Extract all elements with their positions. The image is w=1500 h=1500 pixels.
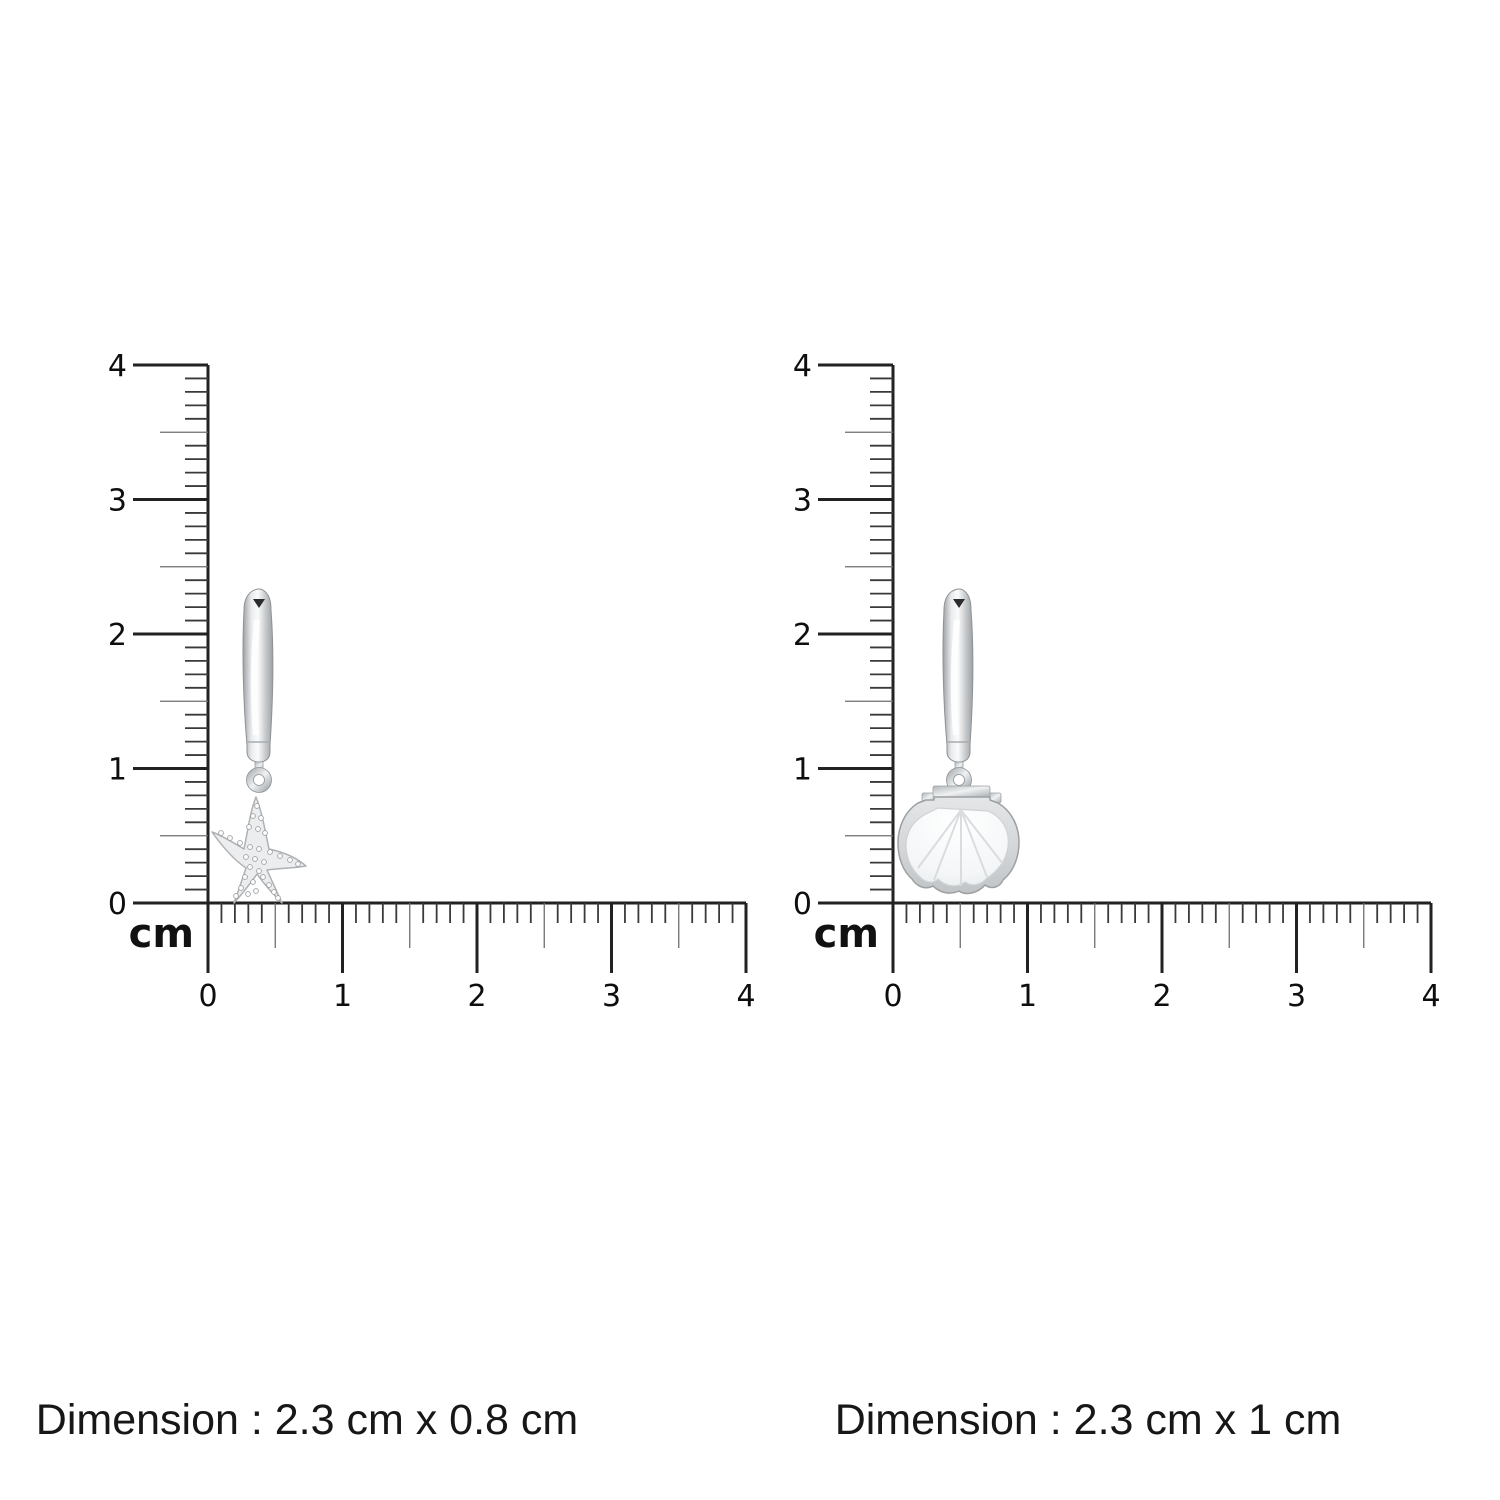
crystal-dot [255,804,260,809]
crystal-dot [263,831,268,836]
ruler-tick-label: 1 [1017,979,1038,1014]
crystal-dot [276,896,281,901]
ruler-tick-label: 0 [107,887,127,922]
ruler-tick-label: 4 [1421,979,1441,1014]
crystal-dot [251,814,256,819]
crystal-dot [267,883,272,888]
ruler-tick-label: 0 [883,979,903,1014]
crystal-dot [254,889,259,894]
crystal-dot [244,855,249,860]
ruler-tick-label: 3 [601,979,622,1014]
ruler-tick-label: 3 [792,483,812,519]
dimension-caption-starfish: Dimension : 2.3 cm x 0.8 cm [35,1396,579,1444]
hoop-earring-icon [243,589,273,793]
ruler-tick-label: 2 [467,979,487,1014]
crystal-dot [253,857,258,862]
crystal-dot [272,890,277,895]
crystal-dot [296,862,301,867]
shell-charm-icon [898,786,1019,893]
ruler-tick-label: 4 [107,349,127,384]
panel-shell [793,349,1441,1014]
ruler-tick-label: 3 [107,483,127,519]
crystal-dot [261,875,266,880]
crystal-dot [256,827,261,832]
ruler-tick-label: 2 [1152,979,1172,1014]
crystal-dot [238,841,243,846]
ruler-tick-label: 0 [198,979,218,1014]
ruler-tick-label: 2 [107,618,127,653]
ruler-tick-label: 4 [792,349,812,384]
ruler-tick-label: 1 [792,752,812,788]
crystal-dot [243,875,248,880]
crystal-dot [248,845,253,850]
crystal-dot [247,825,252,830]
ruler-tick-label: 1 [332,979,353,1014]
crystal-dot [234,894,239,899]
ruler-shell-panel [793,349,1441,1014]
crystal-dot [219,831,224,836]
crystal-dot [262,860,267,865]
crystal-dot [239,886,244,891]
dimension-caption-shell: Dimension : 2.3 cm x 1 cm [834,1396,1342,1444]
panel-starfish [108,349,756,1014]
crystal-dot [288,858,293,863]
ruler-tick-label: 4 [736,979,756,1014]
crystal-dot [228,836,233,841]
crystal-dot [257,869,262,874]
ruler-tick-label: 0 [792,887,812,922]
ruler-tick-label: 3 [1286,979,1307,1014]
hoop-earring-icon [943,589,973,793]
shell-earring-illustration [898,589,1019,893]
starfish-charm-icon [212,797,306,903]
ruler-unit-label: cm [128,911,194,957]
crystal-dot [259,816,264,821]
crystal-dot [257,847,262,852]
crystal-dot [246,892,251,897]
ruler-unit-label: cm [813,911,879,957]
starfish-earring-illustration [212,589,306,903]
ruler-tick-label: 1 [107,752,127,788]
crystal-dot [248,865,253,870]
crystal-dot [268,850,273,855]
crystal-dot [278,854,283,859]
ruler-starfish-panel [108,349,756,1014]
ruler-tick-label: 2 [792,618,812,653]
crystal-dot [251,880,256,885]
